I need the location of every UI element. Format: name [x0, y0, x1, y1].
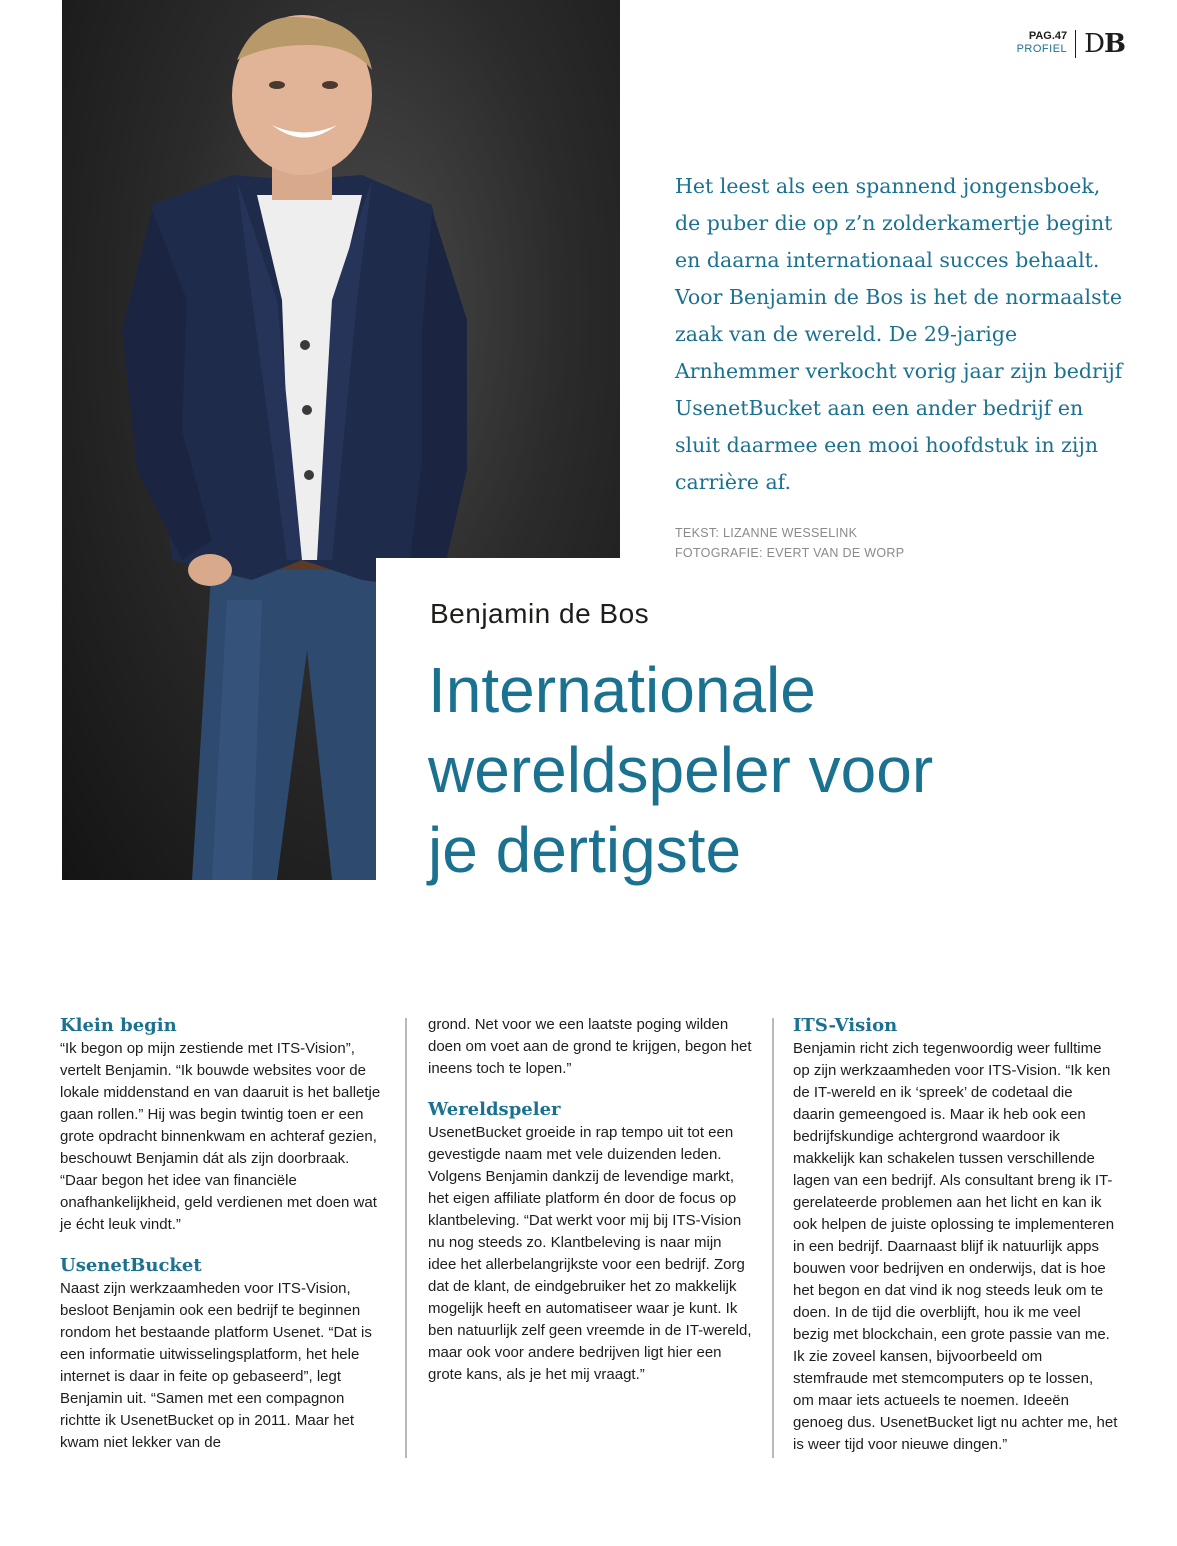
header-divider — [1075, 30, 1076, 58]
text-credit: TEKST: LIZANNE WESSELINK — [675, 526, 858, 540]
page-number: PAG.47 — [1028, 30, 1068, 42]
page-header — [1017, 30, 1125, 58]
magazine-logo — [1084, 30, 1125, 58]
article-column-3 — [793, 1014, 1118, 1456]
credits — [675, 523, 904, 563]
headline — [428, 650, 1128, 890]
logo-letter-b: B — [1104, 29, 1125, 59]
subheading: ITS-Vision — [793, 1015, 898, 1036]
subheading: Klein begin — [60, 1015, 177, 1036]
intro-paragraph: Het leest als een spannend jongensboek, de puber die op z’n zolderkamertje begint en daarna internationaal succes behaalt. Voor Benjamin de Bos is het de normaalste zaak van de wereld. De 29-jarige Arnhemmer verkocht vorig jaar zijn bedrijf UsenetBucket aan een ander bedrijf en sluit daarmee een mooi hoofdstuk in zijn carrière af. — [675, 174, 1123, 494]
column-divider — [405, 1018, 407, 1458]
column-divider — [772, 1018, 774, 1458]
subheading: Wereldspeler — [428, 1099, 561, 1120]
body-paragraph: grond. Net voor we een laatste poging wilden doen om voet aan de grond te krijgen, begon het ineens toch te lopen.” — [428, 1016, 752, 1077]
article-column-2 — [428, 1014, 753, 1386]
headline-line-3: je dertigste — [428, 814, 742, 886]
kicker-name: Benjamin de Bos — [430, 598, 650, 629]
body-paragraph: Naast zijn werkzaamheden voor ITS-Vision, besloot Benjamin ook een bedrijf te beginnen rondom het bestaande platform Usenet. “Dat is een informatie uitwisselingsplatform, het hele internet is daar in feite op gebaseerd”, legt Benjamin uit. “Samen met een compagnon richtte ik UsenetBucket op in 2011. Maar het kwam niet lekker van de — [60, 1280, 372, 1451]
photo-credit: FOTOGRAFIE: EVERT VAN DE WORP — [675, 546, 905, 560]
body-paragraph: UsenetBucket groeide in rap tempo uit tot een gevestigde naam met vele duizenden leden. Volgens Benjamin dankzij de levendige markt, het eigen affiliate platform én door de focus op klantbeleving. “Dat werkt voor mij bij ITS-Vision nu nog steeds zo. Klantbeleving is naar mijn idee het allerbelangrijkste voor een bedrijf. Zorg dat de klant, de eindgebruiker het zo makkelijk mogelijk heeft en automatiseer waar je kunt. Ik ben natuurlijk zelf geen vreemde in de IT-wereld, maar ook voor andere bedrijven ligt hier een grote kans, als je het mij vraagt.” — [428, 1124, 752, 1383]
headline-line-1: Internationale — [428, 654, 816, 726]
headline-line-2: wereldspeler voor — [428, 734, 934, 806]
subheading: UsenetBucket — [60, 1255, 202, 1276]
logo-letter-d: D — [1084, 29, 1105, 59]
section-label: PROFIEL — [1016, 43, 1068, 55]
body-paragraph: Benjamin richt zich tegenwoordig weer fulltime op zijn werkzaamheden voor ITS-Vision. “Ik ken de IT-wereld en ik ‘spreek’ de codetaal die daarin gemeengoed is. Maar ik heb ook een bedrijfskundige achtergrond waardoor ik makkelijk kan schakelen tussen verschillende lagen van een bedrijf. Als consultant breng ik IT-gerelateerde problemen aan het licht en kan ik ook helpen de juiste oplossing te implementeren in een bedrijf. Daarnaast blijf ik natuurlijk apps bouwen voor bedrijven en onderwijs, dat is hoe het begon en dat vind ik nog steeds leuk om te doen. In de tijd die overblijft, hou ik me veel bezig met blockchain, een grote passie van me. Ik zie zoveel kansen, bijvoorbeeld om stemfraude met stemcomputers op te lossen, om maar iets actueels te noemen. Ideeën genoeg dus. UsenetBucket ligt nu achter me, het is weer tijd voor nieuwe dingen.” — [793, 1040, 1118, 1453]
body-paragraph: “Ik begon op mijn zestiende met ITS-Vision”, vertelt Benjamin. “Ik bouwde websites voor de lokale middenstand en van daaruit is het balletje gaan rollen.” Hij was begin twintig toen er een grote opdracht binnenkwam en achteraf gezien, beschouwt Benjamin dát als zijn doorbraak. “Daar begon het idee van financiële onafhankelijkheid, geld verdienen met doen wat je écht leuk vindt.” — [60, 1040, 381, 1233]
page-info — [1017, 30, 1068, 56]
article-column-1 — [60, 1014, 385, 1454]
